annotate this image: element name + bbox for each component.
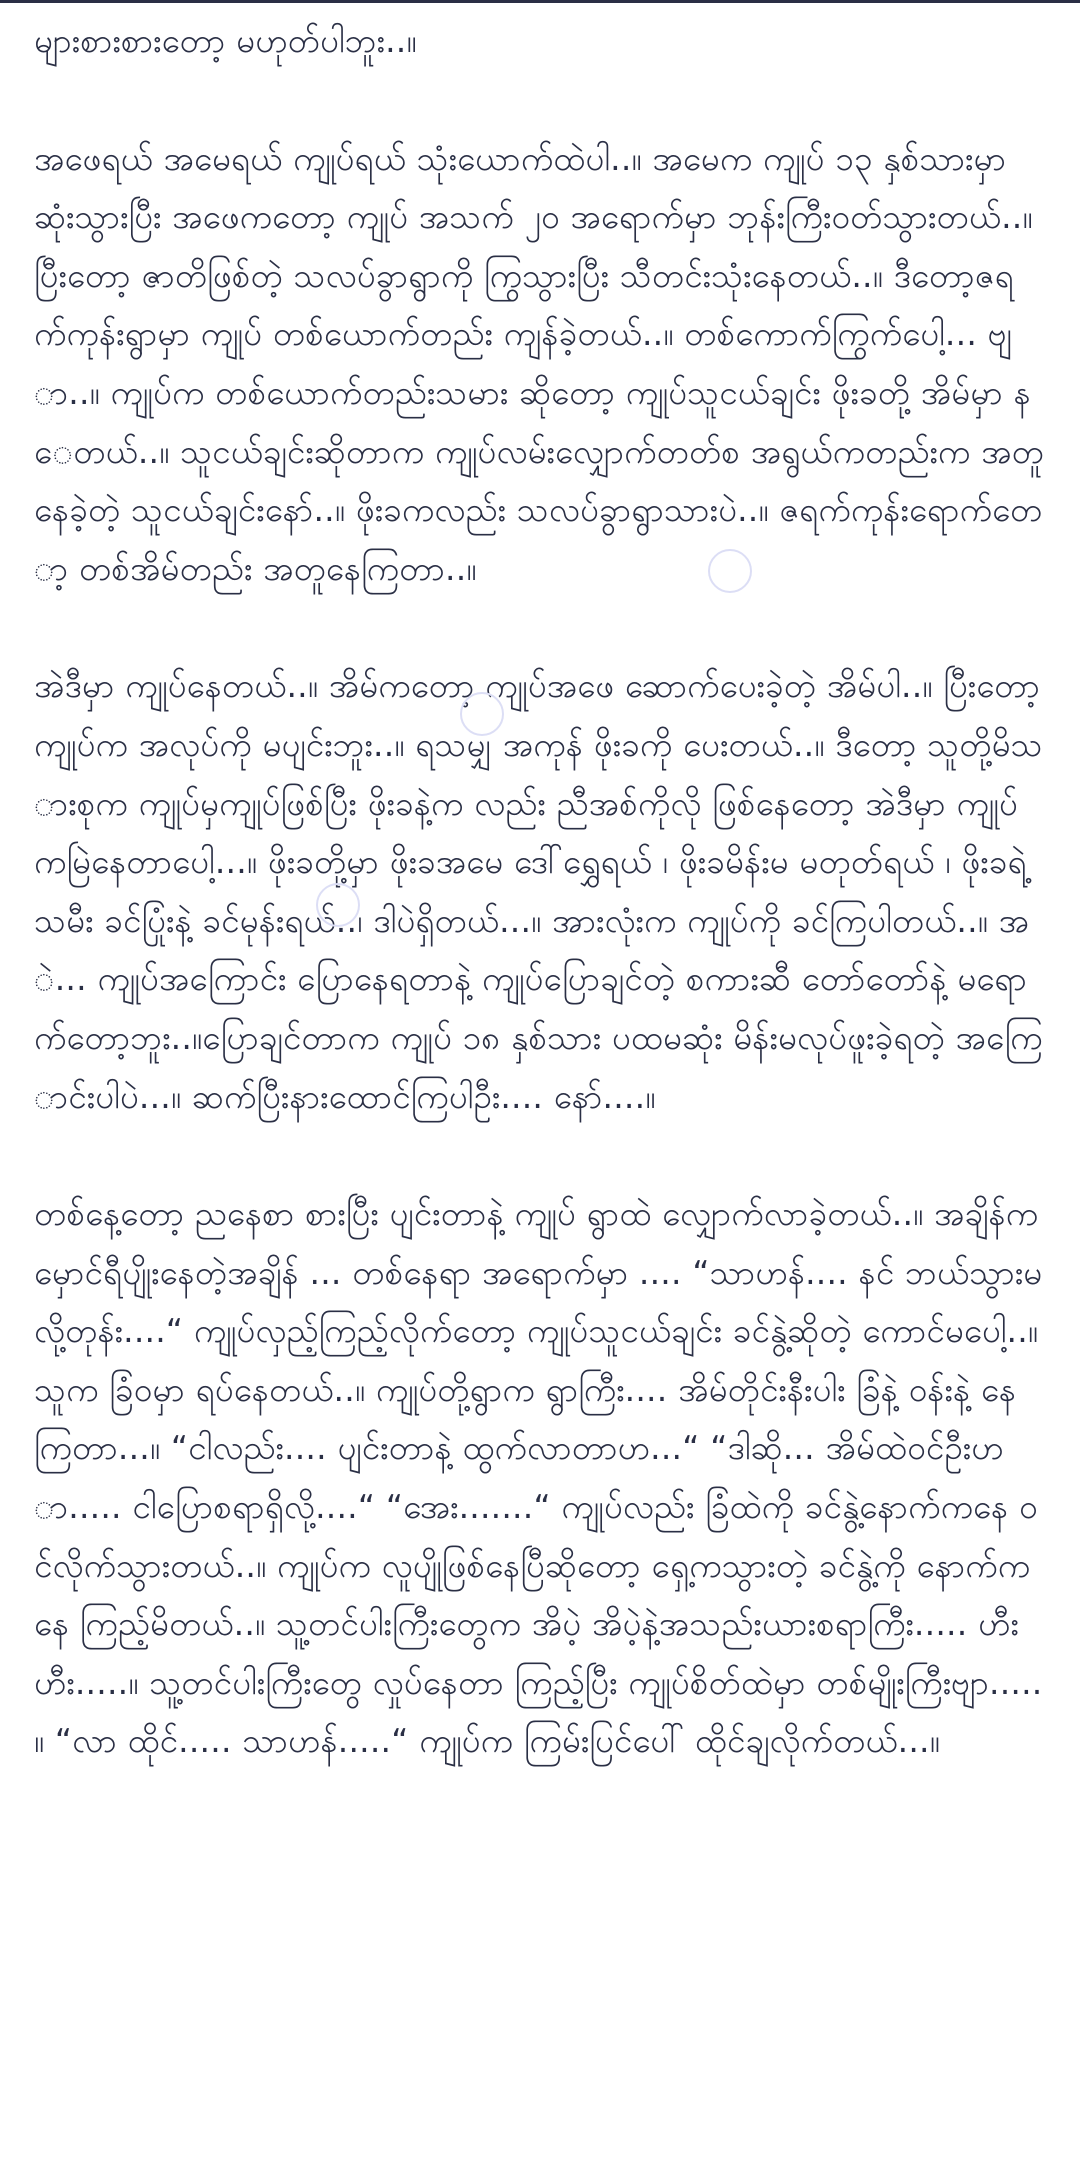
top-divider <box>0 0 1080 3</box>
paragraph-1: များစားစားတော့ မဟုတ်ပါဘူး..။ <box>34 21 417 60</box>
story-text <box>34 12 1044 1771</box>
paragraph-2: အဖေရယ် အမေရယ် ကျုပ်ရယ် သုံးယောက်ထဲပါ..။ အမေက ကျုပ် ၁၃ နှစ်သားမှာ ဆုံးသွားပြီး အဖေကတော့ ကျုပ် အသက် ၂၀ အရောက်မှာ ဘုန်းကြီးဝတ်သွားတယ်..။ ပြီးတော့ ဇာတိဖြစ်တဲ့ သလပ်ခွာရွာကို ကြွသွားပြီး သီတင်းသုံးနေတယ်..။ ဒီတော့ဇရက်ကုန်းရွာမှာ ကျုပ် တစ်ယောက်တည်း ကျန်ခဲ့တယ်..။ တစ်ကောက်ကြွက်ပေါ့... ဗျာ..။ ကျုပ်က တစ်ယောက်တည်းသမား ဆိုတော့ ကျုပ်သူငယ်ချင်း ဖိုးခတို့ အိမ်မှာ နေတယ်..။ သူငယ်ချင်းဆိုတာက ကျုပ်လမ်းလျှောက်တတ်စ အရွယ်ကတည်းက အတူနေခဲ့တဲ့ သူငယ်ချင်းနော်..။ ဖိုးခကလည်း သလပ်ခွာရွာသားပဲ..။ ဇရက်ကုန်းရောက်တော့ တစ်အိမ်တည်း အတူနေကြတာ..။ <box>34 138 1044 588</box>
paragraph-3: အဲဒီမှာ ကျုပ်နေတယ်..။ အိမ်ကတော့ ကျုပ်အဖေ ဆောက်ပေးခဲ့တဲ့ အိမ်ပါ..။ ပြီးတော့ ကျုပ်က အလုပ်ကို မပျင်းဘူး..။ ရသမျှ အကုန် ဖိုးခကို ပေးတယ်..။ ဒီတော့ သူတို့မိသားစုက ကျုပ်မှကျုပ်ဖြစ်ပြီး ဖိုးခနဲ့က လည်း ညီအစ်ကိုလို ဖြစ်နေတော့ အဲဒီမှာ ကျုပ်ကမြဲနေတာပေါ့...။ ဖိုးခတို့မှာ ဖိုးခအမေ ဒေါ်ရွှေရယ် ၊ ဖိုးခမိန်းမ မတုတ်ရယ် ၊ ဖိုးခရဲ့သမီး ခင်ပြုံးနဲ့ ခင်မုန်းရယ်..၊ ဒါပဲရှိတယ်...။ အားလုံးက ကျုပ်ကို ခင်ကြပါတယ်..။ အဲ... ကျုပ်အကြောင်း ပြောနေရတာနဲ့ ကျုပ်ပြောချင်တဲ့ စကားဆီ တော်တော်နဲ့ မရောက်တော့ဘူး..။ပြောချင်တာက ကျုပ် ၁၈ နှစ်သား ပထမဆုံး မိန်းမလုပ်ဖူးခဲ့ရတဲ့ အကြောင်းပါပဲ...။ ဆက်ပြီးနားထောင်ကြပါဦး.... နော်....။ <box>34 666 1043 1116</box>
paragraph-4: တစ်နေ့တော့ ညနေစာ စားပြီး ပျင်းတာနဲ့ ကျုပ် ရွာထဲ လျှောက်လာခဲ့တယ်..။ အချိန်က မှောင်ရီပျိုးနေတဲ့အချိန် ... တစ်နေရာ အရောက်မှာ .... “သာဟန်.... နင် ဘယ်သွားမလို့တုန်း....“ ကျုပ်လှည့်ကြည့်လိုက်တော့ ကျုပ်သူငယ်ချင်း ခင်နွဲ့ဆိုတဲ့ ကောင်မပေါ့..။ သူက ခြံဝမှာ ရပ်နေတယ်..။ ကျုပ်တို့ရွာက ရွာကြီး.... အိမ်တိုင်းနီးပါး ခြံနဲ့ ဝန်းနဲ့ နေကြတာ...။ “ငါလည်း.... ပျင်းတာနဲ့ ထွက်လာတာဟ...“ “ဒါဆို... အိမ်ထဲဝင်ဦးဟာ..... ငါပြောစရာရှိလို့....“ “အေး.......“ ကျုပ်လည်း ခြံထဲကို ခင်နွဲ့နောက်ကနေ ဝင်လိုက်သွားတယ်..။ ကျုပ်က လူပျိုဖြစ်နေပြီဆိုတော့ ရှေ့ကသွားတဲ့ ခင်နွဲ့ကို နောက်ကနေ ကြည့်မိတယ်..။ သူ့တင်ပါးကြီးတွေက အိပဲ့ အိပဲ့နဲ့အသည်းယားစရာကြီး..... ဟီး ဟီး.....။ သူ့တင်ပါးကြီးတွေ လှုပ်နေတာ ကြည့်ပြီး ကျုပ်စိတ်ထဲမှာ တစ်မျိုးကြီးဗျာ.....။ “လာ ထိုင်..... သာဟန်.....“ ကျုပ်က ကြမ်းပြင်ပေါ် ထိုင်ချလိုက်တယ်...။ <box>34 1194 1043 1761</box>
